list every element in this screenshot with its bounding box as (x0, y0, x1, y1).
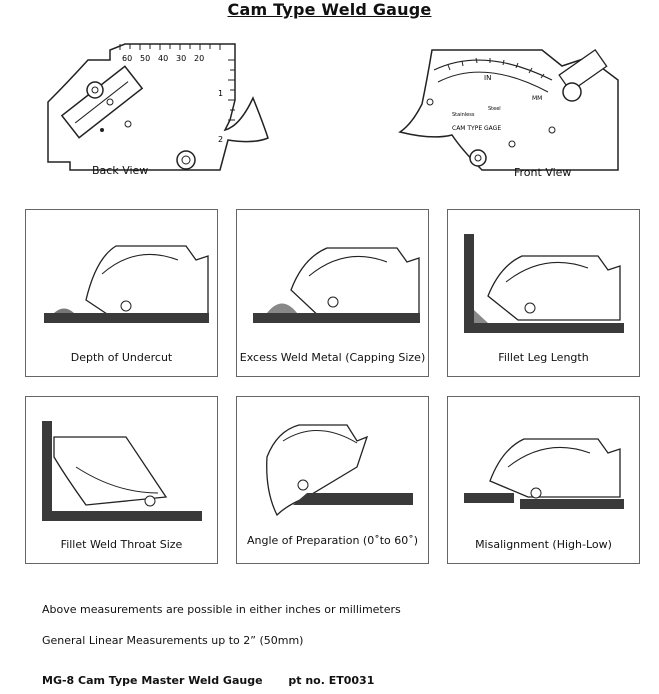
engraving-stainless: Stainless (452, 112, 475, 118)
inch-mark: 2 (218, 135, 224, 144)
inch-mark: 1 (218, 89, 224, 98)
note-measurements: Above measurements are possible in either inches or millimeters (42, 603, 401, 616)
scale-number: 20 (194, 54, 205, 63)
misalignment-illustration (448, 397, 639, 537)
page-title: Cam Type Weld Gauge (227, 0, 432, 19)
engraving-cam-type-gage: CAM TYPE GAGE (452, 125, 502, 132)
throat-size-illustration (26, 397, 217, 537)
panel-misalignment (447, 396, 640, 564)
back-view-label: Back View (92, 164, 149, 177)
mm-label: MM (532, 95, 543, 102)
panel-caption: Depth of Undercut (70, 351, 173, 364)
front-view-illustration (392, 40, 622, 180)
panel-fillet-leg-length (447, 209, 640, 377)
undercut-illustration (26, 210, 217, 350)
front-view-label: Front View (514, 166, 572, 179)
back-view-gauge-drawing (40, 40, 280, 180)
engraving-steel: Steel (488, 106, 501, 112)
panel-caption: Misalignment (High-Low) (475, 538, 612, 551)
angle-preparation-illustration (237, 397, 428, 537)
scale-number: 60 (122, 54, 133, 63)
panel-caption: Angle of Preparation (0˚to 60˚) (246, 534, 419, 547)
part-number: pt no. ET0031 (288, 674, 375, 687)
panel-fillet-weld-throat-size (25, 396, 218, 564)
product-name: MG-8 Cam Type Master Weld Gauge (42, 674, 263, 687)
inch-label: IN (484, 74, 492, 82)
excess-weld-illustration (237, 210, 428, 350)
scale-number: 50 (140, 54, 151, 63)
note-linear-measurements: General Linear Measurements up to 2” (50mm) (42, 634, 304, 647)
product-footer (42, 674, 374, 687)
panel-caption: Fillet Leg Length (498, 351, 589, 364)
front-view-gauge-drawing (392, 40, 622, 180)
scale-number: 30 (176, 54, 187, 63)
panel-depth-of-undercut (25, 209, 218, 377)
panel-angle-of-preparation (236, 396, 429, 564)
back-view-illustration (40, 40, 280, 180)
panel-caption: Fillet Weld Throat Size (60, 538, 183, 551)
fillet-leg-illustration (448, 210, 639, 350)
panel-excess-weld-metal (236, 209, 429, 377)
scale-number: 40 (158, 54, 169, 63)
panel-caption: Excess Weld Metal (Capping Size) (239, 351, 426, 364)
